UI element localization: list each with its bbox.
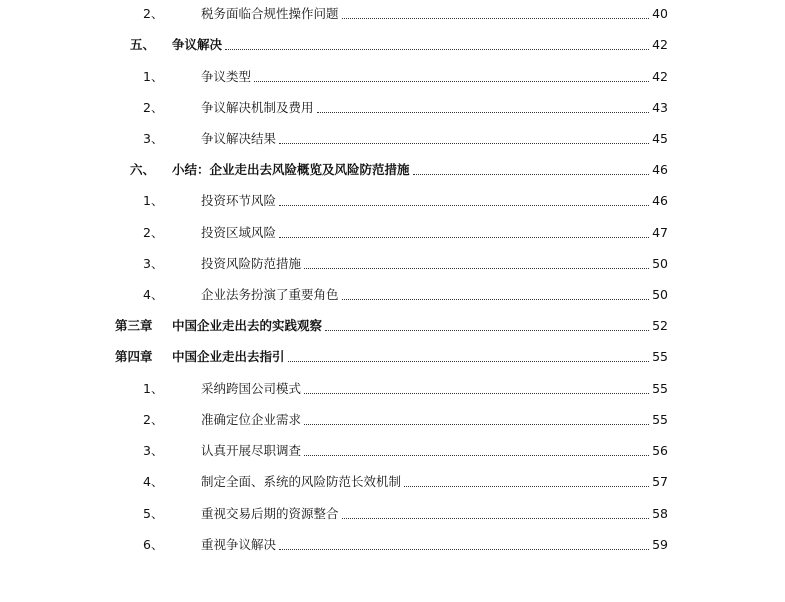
- dot-leader: [225, 48, 649, 50]
- dot-leader: [342, 517, 650, 519]
- toc-number: 2、: [143, 225, 164, 240]
- toc-number: 4、: [143, 474, 164, 489]
- toc-page-number: 42: [652, 69, 668, 84]
- dot-leader: [304, 267, 649, 269]
- toc-page-number: 40: [652, 6, 668, 21]
- toc-page-number: 50: [652, 287, 668, 302]
- toc-number: 2、: [143, 100, 164, 115]
- toc-page-number: 52: [652, 318, 668, 333]
- toc-row[interactable]: [0, 504, 785, 524]
- dot-leader: [279, 548, 649, 550]
- toc-title[interactable]: 重视交易后期的资源整合: [201, 506, 339, 521]
- toc-title[interactable]: 认真开展尽职调查: [201, 443, 302, 458]
- dot-leader: [404, 485, 649, 487]
- dot-leader: [325, 329, 649, 331]
- toc-number: 2、: [143, 6, 164, 21]
- toc-title[interactable]: 采纳跨国公司模式: [201, 381, 302, 396]
- toc-row[interactable]: [0, 160, 785, 180]
- toc-title[interactable]: 争议解决机制及费用: [201, 100, 314, 115]
- toc-title[interactable]: 重视争议解决: [201, 537, 277, 552]
- toc-page-number: 42: [652, 37, 668, 52]
- toc-page-number: 57: [652, 474, 668, 489]
- toc-number: 3、: [143, 443, 164, 458]
- toc-number: 第三章: [115, 318, 153, 333]
- toc-title[interactable]: 争议类型: [201, 69, 252, 84]
- toc-title[interactable]: 争议解决: [172, 37, 223, 52]
- toc-page-number: 50: [652, 256, 668, 271]
- toc-number: 4、: [143, 287, 164, 302]
- toc-row[interactable]: [0, 4, 785, 24]
- toc-row[interactable]: [0, 254, 785, 274]
- toc-number: 6、: [143, 537, 164, 552]
- toc-row[interactable]: [0, 285, 785, 305]
- toc-number: 5、: [143, 506, 164, 521]
- toc-row[interactable]: [0, 191, 785, 211]
- toc-page-number: 43: [652, 100, 668, 115]
- toc-page-number: 47: [652, 225, 668, 240]
- toc-number: 五、: [130, 37, 156, 52]
- toc-row[interactable]: [0, 223, 785, 243]
- toc-title[interactable]: 中国企业走出去指引: [172, 349, 285, 364]
- dot-leader: [279, 204, 649, 206]
- toc-title[interactable]: 投资环节风险: [201, 193, 277, 208]
- dot-leader: [342, 17, 650, 19]
- toc-number: 第四章: [115, 349, 153, 364]
- toc-page-number: 59: [652, 537, 668, 552]
- toc-title[interactable]: 准确定位企业需求: [201, 412, 302, 427]
- toc-title[interactable]: 税务面临合规性操作问题: [201, 6, 339, 21]
- dot-leader: [304, 423, 649, 425]
- toc-row[interactable]: [0, 379, 785, 399]
- toc-page-number: 55: [652, 381, 668, 396]
- dot-leader: [304, 392, 649, 394]
- toc-number: 六、: [130, 162, 156, 177]
- toc-title[interactable]: 争议解决结果: [201, 131, 277, 146]
- dot-leader: [279, 142, 649, 144]
- toc-number: 1、: [143, 381, 164, 396]
- toc-number: 1、: [143, 193, 164, 208]
- toc-row[interactable]: [0, 472, 785, 492]
- toc-page-number: 45: [652, 131, 668, 146]
- dot-leader: [254, 80, 649, 82]
- dot-leader: [288, 360, 650, 362]
- dot-leader: [317, 111, 650, 113]
- toc-page-number: 56: [652, 443, 668, 458]
- toc-row[interactable]: [0, 410, 785, 430]
- dot-leader: [413, 173, 650, 175]
- toc-row[interactable]: [0, 35, 785, 55]
- toc-title[interactable]: 投资风险防范措施: [201, 256, 302, 271]
- toc-page-number: 46: [652, 162, 668, 177]
- toc-row[interactable]: [0, 535, 785, 555]
- toc-row[interactable]: [0, 129, 785, 149]
- toc-number: 2、: [143, 412, 164, 427]
- toc-row[interactable]: [0, 316, 785, 336]
- toc-row[interactable]: [0, 347, 785, 367]
- toc-title[interactable]: 中国企业走出去的实践观察: [172, 318, 323, 333]
- toc-title[interactable]: 小结：企业走出去风险概览及风险防范措施: [172, 162, 410, 177]
- toc-number: 3、: [143, 131, 164, 146]
- toc-title[interactable]: 制定全面、系统的风险防范长效机制: [201, 474, 402, 489]
- toc-title[interactable]: 企业法务扮演了重要角色: [201, 287, 339, 302]
- toc-page-number: 46: [652, 193, 668, 208]
- toc-page-number: 55: [652, 349, 668, 364]
- toc-page-number: 58: [652, 506, 668, 521]
- dot-leader: [304, 454, 649, 456]
- toc-title[interactable]: 投资区域风险: [201, 225, 277, 240]
- toc-row[interactable]: [0, 67, 785, 87]
- toc-row[interactable]: [0, 441, 785, 461]
- toc-number: 1、: [143, 69, 164, 84]
- dot-leader: [342, 298, 650, 300]
- toc-row[interactable]: [0, 98, 785, 118]
- toc-page-number: 55: [652, 412, 668, 427]
- dot-leader: [279, 236, 649, 238]
- toc-number: 3、: [143, 256, 164, 271]
